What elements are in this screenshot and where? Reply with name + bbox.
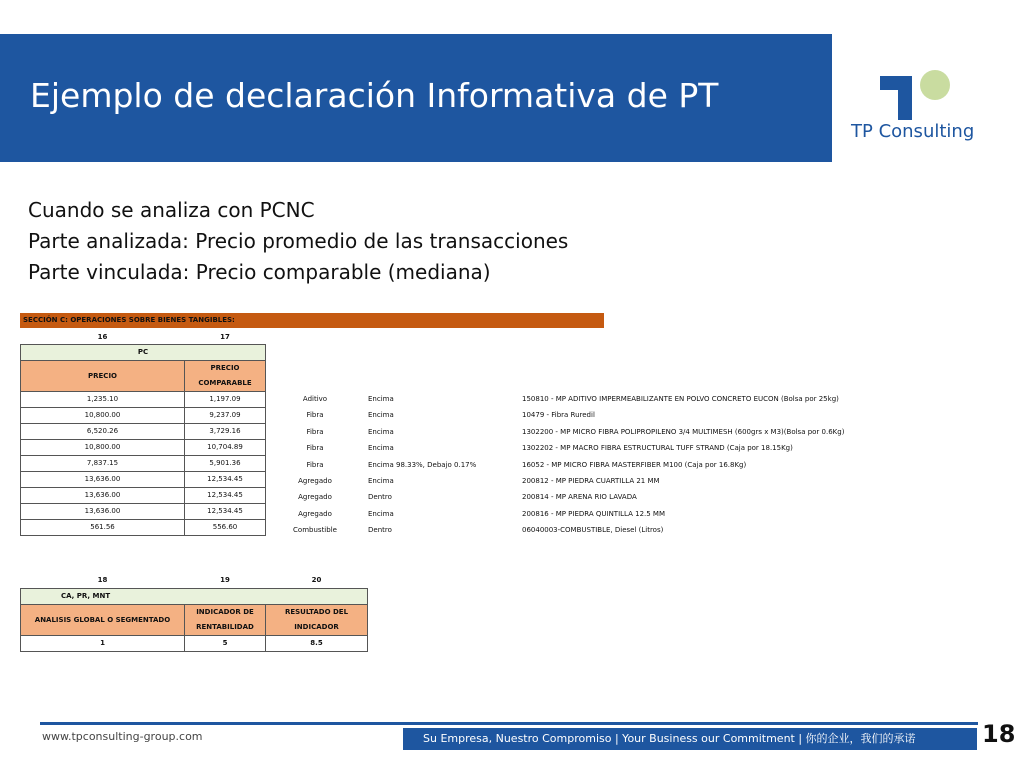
col-number: 18 (97, 576, 108, 585)
analisis-cell: 1 (21, 635, 185, 651)
intro-line: Parte analizada: Precio promedio de las transacciones (28, 229, 569, 253)
comparable-cell: 3,729.16 (185, 423, 266, 439)
table-row (21, 471, 266, 487)
descripcion-text: 06040003-COMBUSTIBLE, Diesel (Litros) (522, 526, 664, 534)
section-c-title: SECCIÓN C: OPERACIONES SOBRE BIENES TANGIBLES: (20, 313, 604, 328)
comparable-cell: 12,534.45 (185, 471, 266, 487)
descripcion-text: 1302202 - MP MACRO FIBRA ESTRUCTURAL TUFF STRAND (Caja por 18.15Kg) (522, 444, 793, 452)
page-number: 18 (982, 720, 1016, 748)
header-indicador: INDICADOR DE RENTABILIDAD (185, 604, 266, 635)
group-label-ca-pr-mnt: CA, PR, MNT (21, 588, 368, 604)
brand-name: TP Consulting (851, 121, 975, 142)
col-number: 16 (97, 332, 108, 341)
indicador-cell: 5 (185, 635, 266, 651)
col-number: 20 (311, 576, 322, 585)
tipo-text: Fibra (306, 461, 324, 469)
intro-line: Cuando se analiza con PCNC (28, 198, 315, 222)
posicion-text: Encima (368, 411, 394, 419)
logo-circle-icon (920, 70, 950, 100)
comparable-cell: 12,534.45 (185, 487, 266, 503)
header-precio-comparable: PRECIO COMPARABLE (185, 360, 266, 391)
table-row (21, 455, 266, 471)
precio-cell: 1,235.10 (21, 391, 185, 407)
header-precio: PRECIO (21, 360, 185, 391)
posicion-text: Encima (368, 510, 394, 518)
table-row (21, 439, 266, 455)
precio-cell: 6,520.26 (21, 423, 185, 439)
precio-cell: 13,636.00 (21, 487, 185, 503)
table-row (21, 487, 266, 503)
row-annotations (280, 391, 920, 541)
posicion-text: Dentro (368, 493, 392, 501)
footer-tagline: Su Empresa, Nuestro Compromiso | Your Business our Commitment | 你的企业，我们的承诺 (403, 728, 977, 750)
table-row (21, 503, 266, 519)
posicion-text: Encima (368, 395, 394, 403)
resultado-cell: 8.5 (266, 635, 368, 651)
intro-text (28, 195, 568, 288)
table-row (21, 423, 266, 439)
comparable-cell: 9,237.09 (185, 407, 266, 423)
table-row (21, 635, 368, 651)
descripcion-text: 200812 - MP PIEDRA CUARTILLA 21 MM (522, 477, 660, 485)
footer-divider (40, 722, 978, 725)
section-c-table (20, 330, 266, 536)
tipo-text: Combustible (293, 526, 337, 534)
header-analisis: ANALISIS GLOBAL O SEGMENTADO (21, 604, 185, 635)
precio-cell: 561.56 (21, 519, 185, 535)
table-row (21, 391, 266, 407)
footer-url: www.tpconsulting-group.com (42, 730, 203, 743)
posicion-text: Encima (368, 477, 394, 485)
precio-cell: 7,837.15 (21, 455, 185, 471)
tipo-text: Agregado (298, 510, 332, 518)
tipo-text: Agregado (298, 493, 332, 501)
descripcion-text: 150810 - MP ADITIVO IMPERMEABILIZANTE EN POLVO CONCRETO EUCON (Bolsa por 25kg) (522, 395, 839, 403)
posicion-text: Dentro (368, 526, 392, 534)
intro-line: Parte vinculada: Precio comparable (mediana) (28, 260, 491, 284)
tipo-text: Fibra (306, 444, 324, 452)
precio-cell: 10,800.00 (21, 407, 185, 423)
slide-title: Ejemplo de declaración Informativa de PT (30, 76, 719, 115)
precio-cell: 13,636.00 (21, 503, 185, 519)
table-row (21, 407, 266, 423)
table-row (21, 519, 266, 535)
tipo-text: Fibra (306, 411, 324, 419)
group-label-pc: PC (21, 344, 266, 360)
posicion-text: Encima (368, 428, 394, 436)
comparable-cell: 1,197.09 (185, 391, 266, 407)
posicion-text: Encima (368, 444, 394, 452)
header-resultado: RESULTADO DEL INDICADOR (266, 604, 368, 635)
descripcion-text: 16052 - MP MICRO FIBRA MASTERFIBER M100 (Caja por 16.8Kg) (522, 461, 747, 469)
col-number: 17 (220, 332, 230, 341)
comparable-cell: 12,534.45 (185, 503, 266, 519)
descripcion-text: 10479 - Fibra Ruredil (522, 411, 595, 419)
comparable-cell: 5,901.36 (185, 455, 266, 471)
comparable-cell: 10,704.89 (185, 439, 266, 455)
comparable-cell: 556.60 (185, 519, 266, 535)
tipo-text: Agregado (298, 477, 332, 485)
descripcion-text: 200816 - MP PIEDRA QUINTILLA 12.5 MM (522, 510, 666, 518)
col-number: 19 (220, 576, 230, 585)
precio-cell: 13,636.00 (21, 471, 185, 487)
descripcion-text: 200814 - MP ARENA RIO LAVADA (522, 493, 637, 501)
descripcion-text: 1302200 - MP MICRO FIBRA POLIPROPILENO 3/4 MULTIMESH (600grs x M3)(Bolsa por 0.6Kg) (522, 428, 845, 436)
posicion-text: Encima 98.33%, Debajo 0.17% (368, 461, 477, 469)
indicators-table (20, 573, 368, 652)
tipo-text: Fibra (306, 428, 324, 436)
tipo-text: Aditivo (302, 395, 328, 403)
precio-cell: 10,800.00 (21, 439, 185, 455)
